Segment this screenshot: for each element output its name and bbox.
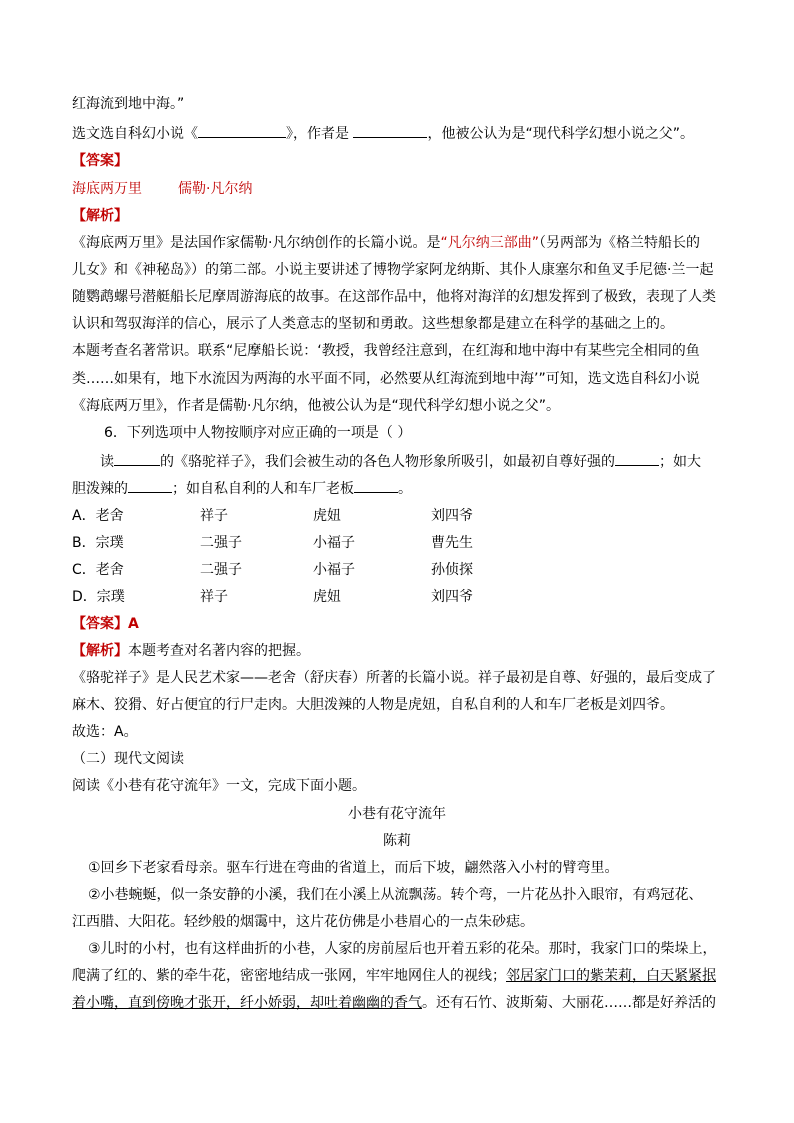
article-title: 小巷有花守流年 [348,806,446,822]
explanation-line: 【解析】本题考查对名著内容的把握。 [72,643,310,659]
paragraph-line: 着小嘴，直到傍晚才张开，纤小娇弱，却吐着幽幽的香气。还有石竹、波斯菊、大丽花……都是好养活的 [72,995,716,1011]
underlined-sentence: 邻居家门口的紫茉莉，白天紧紧抿 [506,968,716,984]
explanation-line: 麻木、狡猾、好占便宜的行尸走肉。大胆泼辣的人物是虎妞，自私自利的人和车厂老板是刘四爷。 [72,697,674,713]
explanation-line: 《海底两万里》是法国作家儒勒·凡尔纳创作的长篇小说。是“凡尔纳三部曲”（另两部为《格兰特船长的 [72,235,700,251]
option-cell: 二强子 [200,535,242,551]
paragraph-line: 江西腊、大阳花。轻纱般的烟霭中，这片花仿佛是小巷眉心的一点朱砂痣。 [72,914,534,930]
explanation-line: 随鹦鹉螺号潜艇船长尼摩周游海底的故事。在这部作品中，他将对海洋的幻想发挥到了极致，表现了人类 [72,289,716,305]
explanation-line: 类……如果有，地下水流因为两海的水平面不同，必然要从红海流到地中海’”可知，选文选自科幻小说 [72,371,700,387]
reading-instruction: 阅读《小巷有花守流年》一文，完成下面小题。 [72,778,366,794]
explanation-line: 《海底两万里》，作者是儒勒·凡尔纳，他被公认为是“现代科学幻想小说之父”。 [72,398,560,414]
explanation-line: 本题考查名著常识。联系“尼摩船长说：‘教授，我曾经注意到，在红海和地中海中有某些完全相同的鱼 [72,343,700,359]
option-label: D．宗璞 [72,589,125,605]
paragraph-line: ②小巷蜿蜒，似一条安静的小溪，我们在小溪上从流飘荡。转个弯，一片花丛扑入眼帘，有鸡冠花、 [88,887,703,903]
section-heading: （二）现代文阅读 [72,751,184,767]
option-cell: 虎妞 [313,589,341,605]
option-label: B．宗璞 [72,535,124,551]
underlined-sentence: 着小嘴，直到傍晚才张开，纤小娇弱，却吐着幽幽的香气 [72,995,422,1011]
paragraph-line: 爬满了红的、紫的牵牛花，密密地结成一张网，牢牢地网住人的视线；邻居家门口的紫茉莉，白天紧紧抿 [72,968,716,984]
option-cell: 祥子 [200,589,228,605]
explanation-line: 《骆驼祥子》是人民艺术家——老舍（舒庆春）所著的长篇小说。祥子最初是自尊、好强的，最后变成了 [72,670,716,686]
question-stem: 胆泼辣的 ；如自私自利的人和车厂老板 。 [72,478,412,499]
blank [353,123,427,138]
option-cell: 小福子 [313,562,355,578]
answer-label: 【答案】A [72,616,139,632]
question-stem: 读 的《骆驼祥子》，我们会被生动的各色人物形象所吸引，如最初自尊好强的 ；如大 [100,451,701,472]
blank [114,451,160,466]
blank [128,478,172,493]
option-cell: 刘四爷 [431,589,473,605]
option-cell: 小福子 [313,535,355,551]
paragraph-line: ③儿时的小村，也有这样曲折的小巷，人家的房前屋后也开着五彩的花朵。那时，我家门口的柴垛上， [88,941,717,957]
text-line: 红海流到地中海。” [72,96,185,112]
explanation-line: 认识和驾驭海洋的信心，展示了人类意志的坚韧和勇敢。这些想象都是建立在科学的基础之上的。 [72,316,674,332]
article-author: 陈莉 [383,833,411,849]
answer-label: 【答案】 [72,153,128,169]
paragraph-line: ①回乡下老家看母亲。驱车行进在弯曲的省道上，而后下坡，翩然落入小村的臂弯里。 [88,860,619,876]
option-cell: 虎妞 [313,508,341,524]
option-cell: 刘四爷 [431,508,473,524]
question-line: 选文选自科幻小说《 》，作者是 ，他被公认为是“现代科学幻想小说之父”。 [72,123,694,144]
option-label: C．老舍 [72,562,124,578]
answer-text: 海底两万里 儒勒·凡尔纳 [72,181,253,197]
blank [198,123,286,138]
option-cell: 二强子 [200,562,242,578]
explanation-line: 故选：A。 [72,724,138,740]
question-6: 6．下列选项中人物按顺序对应正确的一项是（ ） [104,425,412,441]
blank [354,478,398,493]
explanation-label: 【解析】 [72,208,128,224]
option-cell: 孙侦探 [431,562,473,578]
option-cell: 曹先生 [431,535,473,551]
option-cell: 祥子 [200,508,228,524]
blank [615,451,659,466]
option-label: A．老舍 [72,508,124,524]
explanation-line: 儿女》和《神秘岛》）的第二部。小说主要讲述了博物学家阿龙纳斯、其仆人康塞尔和鱼叉手尼德·兰一起 [72,262,714,278]
